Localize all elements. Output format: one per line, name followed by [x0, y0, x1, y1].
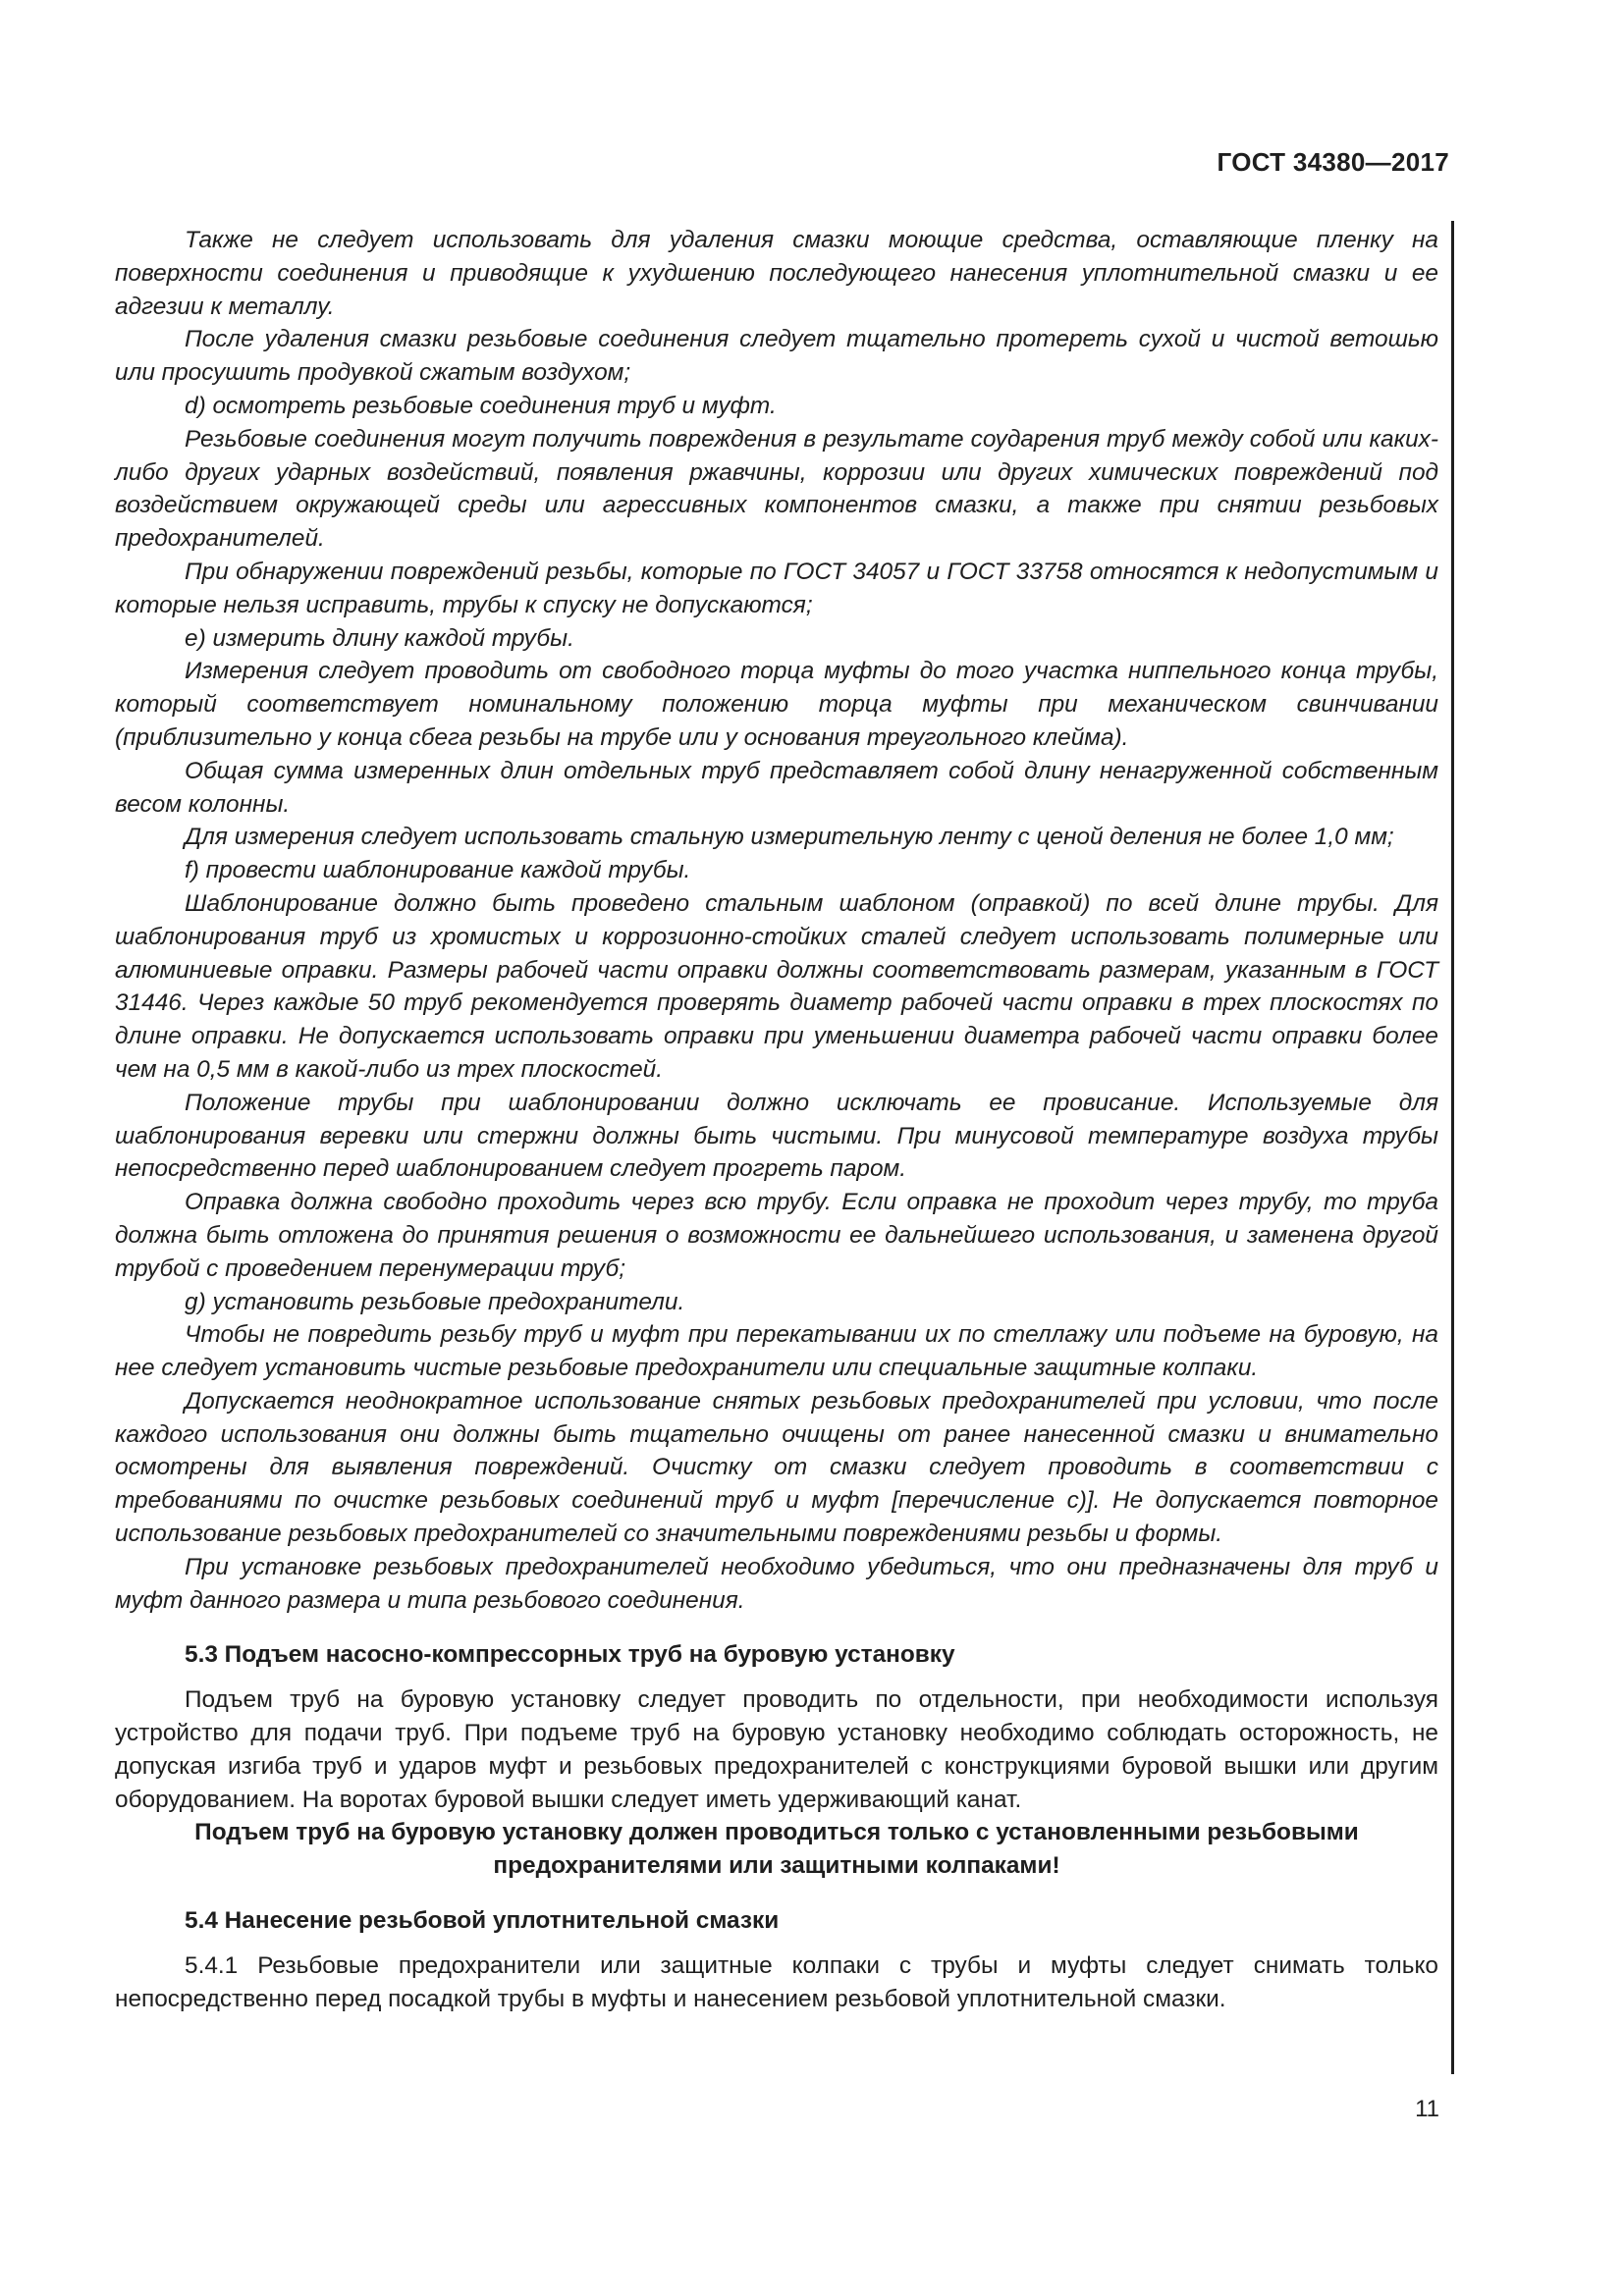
paragraph: Шаблонирование должно быть проведено стальным шаблоном (оправкой) по всей длине трубы. Для шаблонирования труб из хромистых и коррозионно-стойких сталей следует использовать полимерные или алюминиевые оправки. Размеры рабочей части оправки должны соответствовать размерам, указанным в ГОСТ 31446. Через каждые 50 труб рекомендуется проверять диаметр рабочей части оправки в трех плоскостях по длине оправки. Не допускается использовать оправки при уменьшении диаметра рабочей части оправки более чем на 0,5 мм в какой-либо из трех плоскостей.: [115, 889, 1438, 1083]
paragraph: При обнаружении повреждений резьбы, которые по ГОСТ 34057 и ГОСТ 33758 относятся к недопустимым и которые нельзя исправить, трубы к спуску не допускаются;: [115, 558, 1438, 618]
paragraph: Общая сумма измеренных длин отдельных труб представляет собой длину ненагруженной собственным весом колонны.: [115, 757, 1438, 818]
section-5-3-body: Подъем труб на буровую установку следует проводить по отдельности, при необходимости используя устройство для подачи труб. При подъеме труб на буровую установку необходимо соблюдать осторожность, не допуская изгиба труб и ударов муфт и резьбовых предохранителей с конструкциями буровой вышки или другим оборудованием. На воротах буровой вышки следует иметь удерживающий канат.: [115, 1686, 1438, 1813]
section-heading-5-4: 5.4 Нанесение резьбовой уплотнительной смазки: [185, 1907, 780, 1935]
main-content: [115, 224, 1438, 2015]
paragraph: Чтобы не повредить резьбу труб и муфт при перекатывании их по стеллажу или подъеме на буровую, на нее следует установить чистые резьбовые предохранители или специальные защитные колпаки.: [115, 1321, 1438, 1382]
paragraph: Положение трубы при шаблонировании должно исключать ее провисание. Используемые для шаблонирования веревки или стержни должны быть чистыми. При минусовой температуре воздуха трубы непосредственно перед шаблонированием следует прогреть паром.: [115, 1089, 1438, 1183]
change-bar: [1451, 221, 1454, 2074]
paragraph: После удаления смазки резьбовые соединения следует тщательно протереть сухой и чистой ветошью или просушить продувкой сжатым воздухом;: [115, 326, 1438, 387]
paragraph: Резьбовые соединения могут получить повреждения в результате соударения труб между собой или каких-либо других ударных воздействий, появления ржавчины, коррозии или других химических повреждений под воздействием окружающей среды или агрессивных компонентов смазки, а также при снятии резьбовых предохранителей.: [115, 425, 1438, 553]
page-number: 11: [1415, 2096, 1439, 2122]
list-item-f: f) провести шаблонирование каждой трубы.: [185, 857, 691, 884]
document-id-header: ГОСТ 34380—2017: [1217, 147, 1449, 177]
paragraph: Также не следует использовать для удаления смазки моющие средства, оставляющие пленку на поверхности соединения и приводящие к ухудшению последующего нанесения уплотнительной смазки и ее адгезии к металлу.: [115, 227, 1438, 320]
list-item-e: e) измерить длину каждой трубы.: [185, 624, 574, 652]
paragraph: При установке резьбовых предохранителей необходимо убедиться, что они предназначены для труб и муфт данного размера и типа резьбового соединения.: [115, 1553, 1438, 1614]
warning-notice: Подъем труб на буровую установку должен проводиться только с установленными резьбовыми предохранителями или защитными колпаками!: [194, 1819, 1359, 1880]
list-item-d: d) осмотреть резьбовые соединения труб и муфт.: [185, 392, 777, 419]
section-heading-5-3: 5.3 Подъем насосно-компрессорных труб на буровую установку: [185, 1641, 955, 1669]
paragraph: Оправка должна свободно проходить через всю трубу. Если оправка не проходит через трубу, то труба должна быть отложена до принятия решения о возможности ее дальнейшего использования, и заменена другой трубой с проведением перенумерации труб;: [115, 1189, 1438, 1282]
paragraph: Измерения следует проводить от свободного торца муфты до того участка ниппельного конца трубы, который соответствует номинальному положению торца муфты при механическом свинчивании (приблизительно у конца сбега резьбы на трубе или у основания треугольного клейма).: [115, 658, 1438, 751]
list-item-g: g) установить резьбовые предохранители.: [185, 1288, 685, 1315]
section-5-4-1-body: 5.4.1 Резьбовые предохранители или защитные колпаки с трубы и муфты следует снимать только непосредственно перед посадкой трубы в муфты и нанесением резьбовой уплотнительной смазки.: [115, 1951, 1438, 2012]
paragraph: Для измерения следует использовать стальную измерительную ленту с ценой деления не более 1,0 мм;: [185, 824, 1394, 851]
paragraph: Допускается неоднократное использование снятых резьбовых предохранителей при условии, что после каждого использования они должны быть тщательно очищены от ранее нанесенной смазки и внимательно осмотрены для выявления повреждений. Очистку от смазки следует проводить в соответствии с требованиями по очистке резьбовых соединений труб и муфт [перечисление с)]. Не допускается повторное использование резьбовых предохранителей со значительными повреждениями резьбы и формы.: [115, 1387, 1438, 1548]
